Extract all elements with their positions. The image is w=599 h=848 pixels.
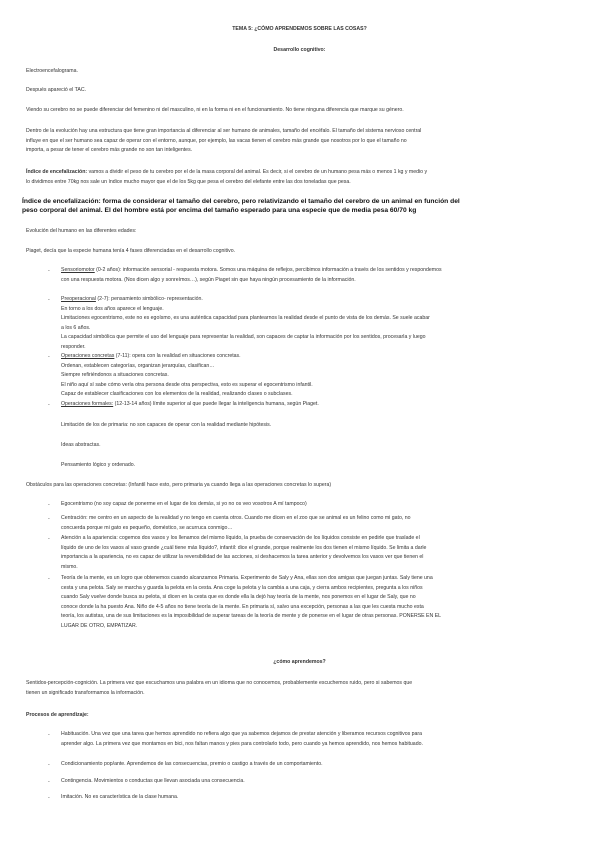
- text-line: [26, 168, 427, 178]
- stage-label: Operaciones concretas: [61, 353, 115, 359]
- text-line: Egocentrismo (no soy capaz de ponerme en el lugar de los demás, si yo no os veo vosotros A mí tampoco): [61, 501, 307, 507]
- text-line: concuerda porque mi gato es pequeño, doméstico, se acurruca conmigo…: [61, 524, 233, 531]
- text-line: Limitaciones egocentrismo, este no es egoísmo, es una auténtica capacidad para plantearnos la realidad desde el punto de vista de los demás. Se suele acabar: [61, 315, 430, 322]
- text-line: Teoría de la mente, es un logro que obtenemos cuando alcanzamos Primaria. Experimento de Saly y Ana, ellas son dos amigas que juegan juntas. Saly tiene una: [61, 575, 433, 581]
- text-line: cuando Saly vuelve donde busca su pelota, si dicen en la cesta que es donde ella la dejó hay teoría de la mente, nos ponemos en el lugar de Saly, que no: [61, 594, 416, 601]
- text-line: [61, 352, 313, 362]
- heading-procesos: Procesos de aprendizaje:: [26, 712, 89, 718]
- paragraph-evolucion: [26, 127, 421, 156]
- paragraph-indice: [26, 168, 427, 187]
- bullet-dash: -: [48, 354, 50, 360]
- text-line: Sentidos-percepción-cognición. La primera vez que escuchamos una palabra en un idioma que no conocemos, probablemente escuchemos ruido, pero si sabemos que: [26, 680, 413, 686]
- text-line: influye en que el ser humano sea capaz de operar con el entorno, aunque, por ejemplo, las vacas tienen el cerebro más grande que nosotros por lo que el tamaño no: [26, 137, 407, 144]
- bullet-dash: -: [48, 576, 50, 582]
- process-condicionamiento: [61, 760, 323, 770]
- text-line: Siempre refiriéndonos a situaciones concretas.: [61, 372, 169, 379]
- text-line: importancia a la apariencia, no es capaz de utilizar la reversibilidad de las acciones, si deshacemos la tarea anterior y devolvemos los vasos ver que tienen el: [61, 554, 424, 561]
- formales-notes: [61, 461, 135, 471]
- paragraph-sentidos: [26, 679, 412, 698]
- text-line: importa, a pesar de tener el cerebro más grande no son tan inteligentes.: [26, 147, 193, 154]
- text-evol-edades: Evolución del humano en las diferentes edades:: [26, 228, 137, 234]
- stage-rest: (12-13-14 años) límite superior al que puede llegar la inteligencia humana, según Piaget.: [113, 401, 319, 407]
- stage-rest: (7-11): opera con la realidad en situaciones concretas.: [114, 353, 241, 359]
- text-line: Habituación. Una vez que una tarea que hemos aprendido no refiera algo que ya sabemos dejamos de prestar atención y liberamos recursos cognitivos para: [61, 731, 423, 737]
- text-line: Índice de encefalización: forma de considerar el tamaño del cerebro, pero relativizando el tamaño del cerebro de un animal en función del: [22, 198, 460, 205]
- text-line: teoría, los autistas, una de sus limitaciones es la imposibilidad de superar tareas de la teoría de mente y de ponerse en el lugar de otras personas. PONERSE EN EL: [61, 613, 442, 620]
- process-habituacion: [61, 730, 423, 749]
- stage-operaciones-concretas: [61, 352, 313, 400]
- text-line: líquido de uno de los vasos al vaso grande ¿cuál tiene más líquido?, infantil: dice el grande, porque realmente los dos tienen el mismo líquido. Se limita a darle: [61, 544, 427, 551]
- bullet-dash: -: [48, 402, 50, 408]
- bullet-dash: -: [48, 536, 50, 542]
- text-tac: Después apareció el TAC.: [26, 87, 87, 93]
- text-line: Contingencia. Movimientos o conductas que llevan asociada una consecuencia.: [61, 778, 245, 784]
- text-line: cesta y una pelota. Saly se marcha y guarda la pelota en la cesta. Ana coge la pelota y la cambia a una caja, y cierra ambos recipientes, pregunta a los niños: [61, 584, 423, 591]
- text-line: Centración: me centro en un aspecto de la realidad y no tengo en cuenta otros. Cuando me dicen en el zoo que se animal es un felino como mi gato, no: [61, 515, 411, 521]
- formales-notes: [61, 421, 271, 431]
- bullet-dash: -: [48, 779, 50, 785]
- bullet-dash: -: [48, 762, 50, 768]
- text-line: [61, 266, 442, 276]
- bullet-dash: -: [48, 516, 50, 522]
- bullet-dash: -: [48, 732, 50, 738]
- text-electro: Electroencefalograma.: [26, 68, 78, 74]
- text-cerebro: Viendo su cerebro no se puede diferenciar del femenino ni del masculino, ni en la forma ni en el funcionamiento. No tiene ninguna diferencia que marque su género.: [26, 107, 404, 113]
- stage-label: Operaciones formales:: [61, 401, 114, 407]
- stage-label: Sensoriomotor: [61, 267, 95, 273]
- text-line: En torno a los dos años aparece el lenguaje.: [61, 305, 164, 312]
- text-line: Atención a la apariencia: cogemos dos vasos y los llenamos del mismo líquido, la prueba de conservación de los líquidos consiste en pedirle que traslade el: [61, 535, 420, 541]
- text-line: a los 6 años.: [61, 324, 91, 331]
- obstacle-apariencia: [61, 534, 426, 572]
- text-line: Pensamiento lógico y ordenado.: [61, 462, 136, 468]
- stage-rest: (0-2 años): información sensorial - respuesta motora. Somos una máquina de reflejos, percibimos información a través de los sentidos y respondemos: [94, 267, 442, 273]
- stage-label: Preoperacional: [61, 296, 96, 302]
- heading-como-aprendemos: ¿cómo aprendemos?: [273, 659, 326, 665]
- process-imitacion: [61, 793, 178, 803]
- text-line: mismo.: [61, 563, 78, 570]
- text-line: Ordenan, establecen categorías, organizan jerarquías, clasifican…: [61, 362, 215, 369]
- text-line: [61, 400, 319, 410]
- bullet-dash: -: [48, 297, 50, 303]
- stage-operaciones-formales: [61, 400, 319, 410]
- text-line: conoce donde la ha puesto Ana. Niño de 4-5 años no tiene teoría de la mente. En primaria sí, salvo una excepción, personas a las que les cuesta mucho esta: [61, 603, 424, 610]
- indice-label: Índice de encefalización:: [26, 169, 88, 175]
- text-line: El niño aquí sí sabe cómo vería otra persona desde otra perspectiva, esto es superar el egocentrismo infantil.: [61, 381, 313, 388]
- text-line: aprender algo. La primera vez que montamos en bici, nos faltan manos y pies para controlarlo todo, pero cuando ya hemos aprendido, nos hemos habituado.: [61, 740, 423, 747]
- text-line: Ideas abstractas.: [61, 442, 101, 448]
- text-line: tienen un significado transformamos la información.: [26, 689, 145, 696]
- obstacle-egocentrismo: [61, 500, 307, 510]
- text-line: con una respuesta motora. (Nos dicen algo y sonreímos…), según Piaget sin que haya ningún procesamiento de la información.: [61, 276, 356, 283]
- page-title: TEMA 5: ¿CÓMO APRENDEMOS SOBRE LAS COSAS?: [232, 26, 367, 32]
- text-line: Imitación. No es característica de la clase humana.: [61, 794, 179, 800]
- text-line: peso corporal del animal. El del hombre está por encima del tamaño esperado para una especie que de media pesa 60/70 kg: [22, 207, 417, 215]
- stage-preoperacional: [61, 295, 430, 353]
- indice-rest: vamos a dividir el peso de tu cerebro por el de la masa corporal del animal. Es decir, si el cerebro de un humano pesa más o menos 1 kg y medio y: [87, 169, 428, 175]
- process-contingencia: [61, 777, 245, 787]
- bullet-dash: -: [48, 795, 50, 801]
- text-line: lo dividimos entre 70kg nos sale un índice mucho mayor que el de los 5kg que pesa el cerebro del elefante entre las dos toneladas que pesa.: [26, 178, 351, 185]
- text-piaget: Piaget, decía que la especie humana tenía 4 fases diferenciadas en el desarrollo cognitivo.: [26, 248, 236, 254]
- stage-sensoriomotor: [61, 266, 442, 285]
- bold-indice-definition: [22, 197, 460, 215]
- text-line: [61, 295, 430, 305]
- obstacle-centracion: [61, 514, 411, 533]
- text-obstaculos: Obstáculos para las operaciones concretas: (Infantil hace esto, pero primaria ya cuando llega a las operaciones concretas lo supera): [26, 482, 332, 488]
- text-line: Dentro de la evolución hay una estructura que tiene gran importancia al diferenciar al ser humano de animales, tamaño del encéfalo. El tamaño del sistema nervioso central: [26, 128, 422, 134]
- bullet-dash: -: [48, 502, 50, 508]
- text-line: LUGAR DE OTRO, EMPATIZAR.: [61, 622, 138, 629]
- formales-notes: [61, 441, 101, 451]
- text-line: Limitación de los de primaria: no son capaces de operar con la realidad mediante hipótesis.: [61, 422, 272, 428]
- text-line: Condicionamiento pop/ante. Aprendemos de las consecuencias, premio o castigo a través de un comportamiento.: [61, 761, 323, 767]
- heading-desarrollo: Desarrollo cognitivo:: [273, 47, 326, 53]
- text-line: responder.: [61, 343, 86, 350]
- stage-rest: (2-7): pensamiento simbólico- representación.: [95, 296, 203, 302]
- text-line: Capaz de establecer clasificaciones con los elementos de la realidad, realizando clases o subclases.: [61, 391, 293, 398]
- bullet-dash: -: [48, 268, 50, 274]
- obstacle-teoria-mente: [61, 574, 441, 632]
- text-line: La capacidad simbólica que permite el uso del lenguaje para representar la realidad, son capaces de captar la información por los sentidos, procesarla y luego: [61, 334, 426, 341]
